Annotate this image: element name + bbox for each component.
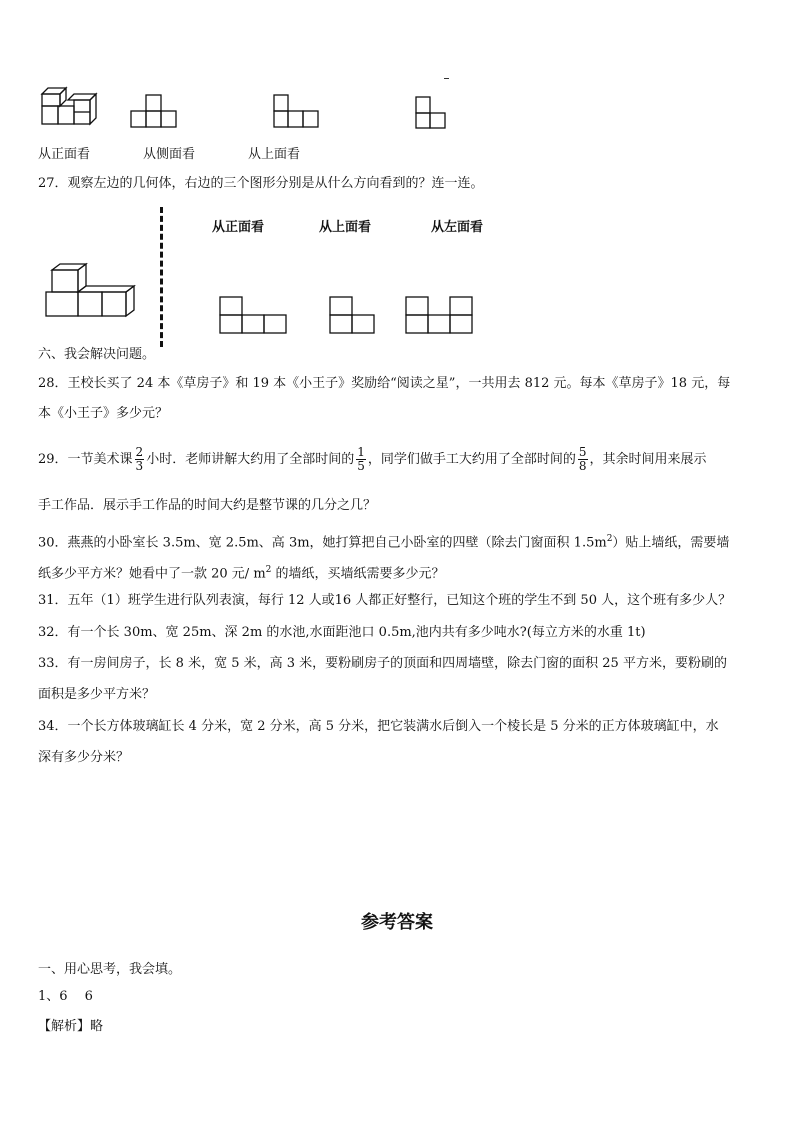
caption-side: 从侧面看 — [143, 147, 196, 162]
q27-text: 27．观察左边的几何体，右边的三个图形分别是从什么方向看到的？连一连。 — [38, 176, 484, 191]
q28-line2: 本《小王子》多少元？ — [38, 406, 169, 421]
q33-line2: 面积是多少平方米？ — [38, 687, 156, 702]
fraction-den: 3 — [135, 459, 144, 473]
top-view-top — [273, 93, 323, 129]
q34-line1: 34．一个长方体玻璃缸长 4 分米，宽 2 分米，高 5 分米，把它装满水后倒入一个棱长是 5 分米的正方体玻璃缸中，水 — [38, 719, 719, 734]
answer-1: 1、6 6 — [38, 989, 93, 1004]
q29-fraction-2 — [356, 446, 366, 473]
q29-seg4: ，其余时间用来展示 — [589, 452, 707, 467]
caption-front: 从正面看 — [38, 147, 91, 162]
stray-mark — [444, 78, 449, 79]
q30-line1 — [38, 530, 729, 552]
q31-text: 31．五年（1）班学生进行队列表演，每行 12 人或16 人都正好整行，已知这个班的学生不到 50 人，这个班有多少人？ — [38, 593, 732, 608]
q29-seg1: 29．一节美术课 — [38, 452, 133, 467]
q30-line2-b: 的墙纸，买墙纸需要多少元？ — [271, 566, 445, 582]
q33-line1: 33．有一房间房子，长 8 米，宽 5 米，高 3 米，要粉刷房子的顶面和四周墙壁，除去门窗的面积 25 平方米，要粉刷的 — [38, 656, 727, 671]
fraction-num: 1 — [357, 445, 365, 459]
q30-sup-2: 2 — [265, 565, 272, 575]
fraction-den: 8 — [578, 459, 587, 473]
q30-line2 — [38, 561, 445, 583]
q29-line1 — [38, 440, 707, 480]
fraction-den: 5 — [357, 459, 365, 473]
q30-line2-a: 纸多少平方米？她看中了一款 20 元/ m — [38, 566, 266, 582]
q30-line1-a: 30．燕燕的小卧室长 3.5m、宽 2.5m、高 3m，她打算把自己小卧室的四壁（除去门窗面积 1.5m — [38, 535, 607, 551]
q27-view-b — [329, 296, 377, 336]
q30-line1-b: ）贴上墙纸，需要墙 — [612, 535, 730, 551]
q29-seg3: ，同学们做手工大约用了全部时间的 — [367, 452, 576, 467]
q29-line2: 手工作品．展示手工作品的时间大约是整节课的几分之几？ — [38, 498, 377, 513]
top-view-side — [130, 93, 180, 129]
q30-sup-1: 2 — [606, 534, 613, 544]
q32-text: 32．有一个长 30m、宽 25m、深 2m 的水池,水面距池口 0.5m,池内共有多少吨水?(每立方米的水重 1t) — [38, 625, 646, 640]
q29-fraction-3 — [578, 446, 588, 473]
answers-title: 参考答案 — [361, 912, 433, 933]
q34-line2: 深有多少分米？ — [38, 750, 130, 765]
q27-label-front: 从正面看 — [212, 220, 265, 235]
dashed-divider — [160, 207, 163, 347]
q29-fraction-1 — [135, 446, 145, 473]
q29-seg2: 小时．老师讲解大约用了全部时间的 — [146, 452, 355, 467]
q27-view-a — [219, 296, 289, 336]
q27-solid-figure — [42, 262, 140, 320]
fraction-num: 5 — [578, 445, 587, 459]
section6-title: 六、我会解决问题。 — [38, 347, 156, 362]
answers-section1: 一、用心思考，我会填。 — [38, 962, 182, 977]
top-view-front — [415, 96, 450, 130]
fraction-num: 2 — [135, 445, 144, 459]
q28-line1: 28．王校长买了 24 本《草房子》和 19 本《小王子》奖励给“阅读之星”，一共用去 812 元。每本《草房子》18 元，每 — [38, 376, 731, 391]
q27-label-left: 从左面看 — [431, 220, 484, 235]
caption-top: 从上面看 — [248, 147, 301, 162]
top-solid-figure — [40, 88, 100, 130]
answer-1-note: 【解析】略 — [38, 1019, 104, 1034]
q27-view-c — [405, 296, 475, 336]
q27-label-top: 从上面看 — [319, 220, 372, 235]
